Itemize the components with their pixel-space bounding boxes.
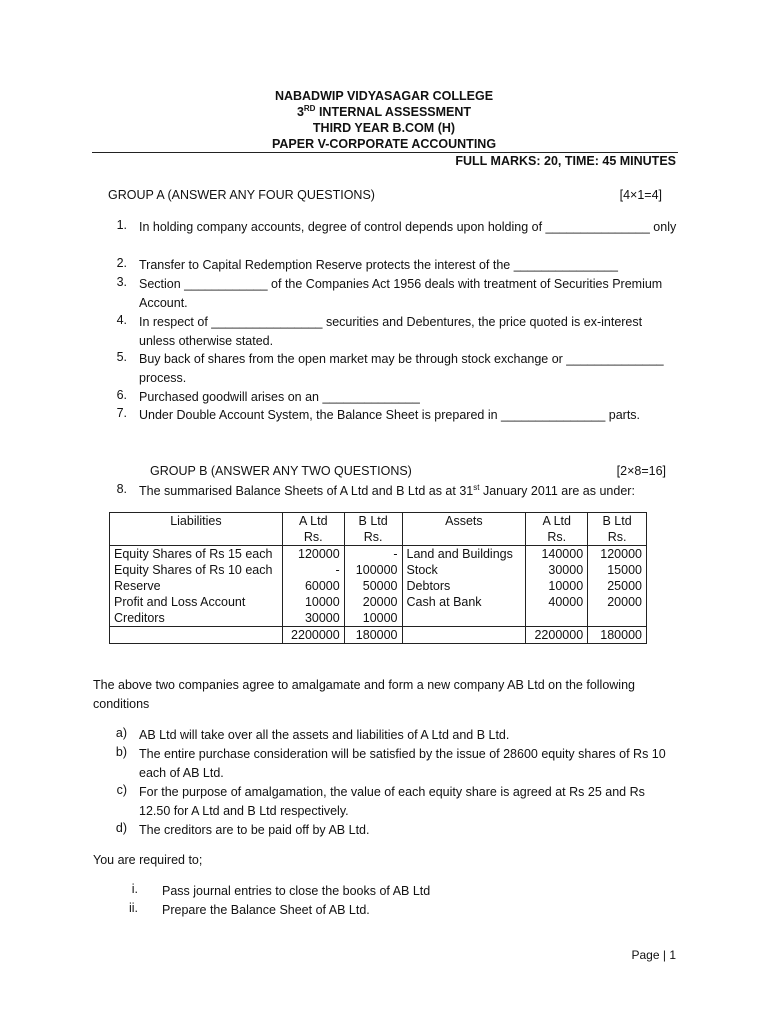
table-cell: 20000: [362, 595, 398, 609]
condition-label: a): [115, 726, 127, 740]
page-label: Page: [631, 948, 660, 962]
question-number: 2.: [116, 256, 127, 270]
b-ltd-header: B Ltd Rs.: [588, 513, 647, 546]
group-a-marks: [4×1=4]: [619, 188, 662, 202]
table-cell: 120000: [600, 547, 642, 561]
condition-label: d): [115, 821, 127, 835]
question-text: Transfer to Capital Redemption Reserve protects the interest of the _______________: [139, 258, 618, 272]
total-asset-b: 180000: [588, 627, 647, 644]
assessment-number: 3: [296, 105, 304, 119]
a-ltd-header: A Ltd Rs.: [282, 513, 344, 546]
table-cell: Equity Shares of Rs 15 each: [114, 547, 273, 561]
total-liab-b: 180000: [344, 627, 402, 644]
liabilities-header: Liabilities: [110, 513, 283, 546]
table-cell: Creditors: [114, 611, 165, 625]
table-cell: -: [393, 547, 398, 561]
question-number: 3.: [116, 275, 127, 289]
table-header-row: [110, 513, 647, 546]
asset-b-values: [588, 546, 647, 627]
class-name: THIRD YEAR B.COM (H): [312, 121, 456, 135]
condition-label: b): [115, 745, 127, 759]
table-cell: [402, 627, 526, 644]
required-text: Prepare the Balance Sheet of AB Ltd.: [162, 903, 370, 917]
table-cell: 40000: [548, 595, 584, 609]
table-cell: 50000: [362, 579, 398, 593]
question-number: 6.: [116, 388, 127, 402]
question-text: In respect of ________________ securities and Debentures, the price quoted is ex-interest unless otherwise stated.: [139, 315, 643, 348]
question-number: 4.: [116, 313, 127, 327]
asset-names: [402, 546, 526, 627]
page-footer: [631, 948, 676, 962]
asset-a-values: [526, 546, 588, 627]
date-ordinal: st: [473, 482, 480, 492]
liability-a-values: [282, 546, 344, 627]
question-number: 1.: [116, 218, 127, 232]
table-total-row: [110, 627, 647, 644]
question-number: 8.: [116, 482, 127, 496]
table-cell: Reserve: [114, 579, 161, 593]
full-marks: FULL MARKS: 20, TIME: 45 MINUTES: [455, 154, 676, 168]
question-text: Purchased goodwill arises on an ______________: [139, 390, 420, 404]
table-cell: 15000: [607, 563, 642, 577]
table-cell: Debtors: [406, 579, 451, 593]
table-cell: Land and Buildings: [406, 547, 513, 561]
page-separator: |: [662, 948, 666, 962]
assessment-ordinal: RD: [303, 103, 316, 113]
table-cell: 30000: [304, 611, 340, 625]
table-cell: 25000: [607, 579, 642, 593]
table-cell: Cash at Bank: [406, 595, 482, 609]
b-ltd-header: B Ltd Rs.: [344, 513, 402, 546]
a-ltd-header: A Ltd Rs.: [526, 513, 588, 546]
required-text: Pass journal entries to close the books of AB Ltd: [162, 884, 431, 898]
amalgamation-intro: The above two companies agree to amalgamate and form a new company AB Ltd on the following conditions: [93, 678, 635, 711]
group-b-title: GROUP B (ANSWER ANY TWO QUESTIONS): [150, 464, 412, 478]
group-a-title: GROUP A (ANSWER ANY FOUR QUESTIONS): [108, 188, 375, 202]
required-label: ii.: [128, 901, 138, 915]
table-cell: 20000: [607, 595, 642, 609]
table-cell: 10000: [362, 611, 398, 625]
table-cell: Equity Shares of Rs 10 each: [114, 563, 273, 577]
balance-sheet-table: [109, 512, 647, 644]
liability-b-values: [344, 546, 402, 627]
table-body-row: [110, 546, 647, 627]
table-cell: 10000: [548, 579, 584, 593]
assessment-label: INTERNAL ASSESSMENT: [318, 105, 472, 119]
table-cell: 100000: [355, 563, 398, 577]
paper-name: PAPER V-CORPORATE ACCOUNTING: [271, 137, 497, 151]
question-8-text-start: The summarised Balance Sheets of A Ltd and B Ltd as at 31: [139, 484, 474, 498]
question-8-text: [139, 482, 635, 500]
college-name: NABADWIP VIDYASAGAR COLLEGE: [274, 89, 494, 103]
question-text: Buy back of shares from the open market may be through stock exchange or ______________ process.: [139, 352, 664, 385]
table-cell: Profit and Loss Account: [114, 595, 246, 609]
table-cell: 30000: [548, 563, 584, 577]
question-number: 5.: [116, 350, 127, 364]
condition-text: AB Ltd will take over all the assets and liabilities of A Ltd and B Ltd.: [139, 728, 510, 742]
table-cell: 120000: [298, 547, 340, 561]
page-number: 1: [669, 948, 676, 962]
liability-names: [110, 546, 283, 627]
table-cell: 10000: [304, 595, 340, 609]
table-cell: Stock: [406, 563, 438, 577]
question-text: Under Double Account System, the Balance Sheet is prepared in _______________ parts.: [139, 408, 641, 422]
condition-label: c): [116, 783, 127, 797]
condition-text: The entire purchase consideration will be satisfied by the issue of 28600 equity shares of Rs 10 each of AB Ltd.: [139, 747, 666, 780]
required-intro: You are required to;: [93, 853, 203, 867]
question-8-text-end: January 2011 are as under:: [479, 484, 635, 498]
total-liab-a: 2200000: [282, 627, 344, 644]
table-cell: -: [335, 563, 340, 577]
header-divider: [92, 152, 678, 153]
table-cell: 140000: [541, 547, 584, 561]
table-cell: 60000: [304, 579, 340, 593]
question-text: In holding company accounts, degree of control depends upon holding of _______________ only: [139, 220, 677, 234]
condition-text: For the purpose of amalgamation, the value of each equity share is agreed at Rs 25 and Rs 12.50 for A Ltd and B Ltd respectively.: [139, 785, 645, 818]
condition-text: The creditors are to be paid off by AB Ltd.: [139, 823, 370, 837]
required-label: i.: [131, 882, 138, 896]
question-number: 7.: [116, 406, 127, 420]
assets-header: Assets: [402, 513, 526, 546]
assessment-title: [0, 104, 768, 120]
total-asset-a: 2200000: [526, 627, 588, 644]
group-b-marks: [2×8=16]: [616, 464, 666, 478]
table-cell: [110, 627, 283, 644]
question-text: Section ____________ of the Companies Act 1956 deals with treatment of Securities Premium Account.: [139, 277, 663, 310]
